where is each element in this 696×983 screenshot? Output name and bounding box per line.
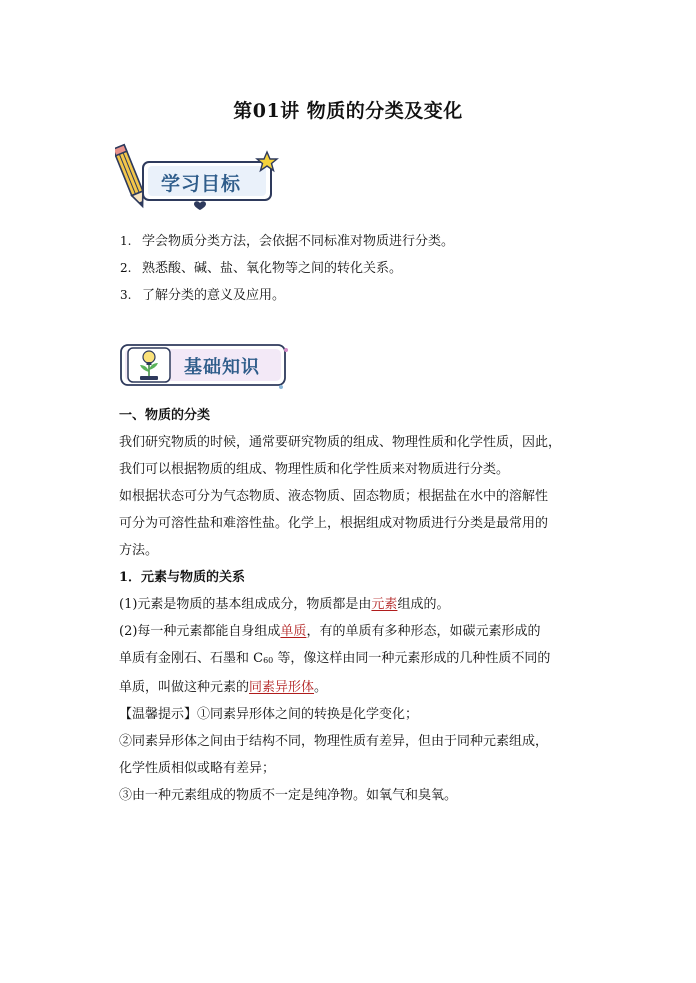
goal-item: 2. 熟悉酸、碱、盐、氧化物等之间的转化关系。 xyxy=(120,261,403,276)
paragraph-line: 我们可以根据物质的组成、物理性质和化学性质来对物质进行分类。 xyxy=(119,462,510,477)
learning-goals-list xyxy=(120,228,454,309)
tip-line: ③由一种元素组成的物质不一定是纯净物。如氧气和臭氧。 xyxy=(119,788,458,803)
goal-item: 3. 了解分类的意义及应用。 xyxy=(120,288,286,303)
point-1: (1)元素是物质的基本组成成分，物质都是由元素组成的。 xyxy=(119,597,450,612)
main-content xyxy=(119,402,589,809)
goal-item: 1. 学会物质分类方法，会依据不同标准对物质进行分类。 xyxy=(120,234,455,249)
paragraph-line: 我们研究物质的时候，通常要研究物质的组成、物理性质和化学性质，因此， xyxy=(119,435,562,450)
tip-line: ②同素异形体之间由于结构不同，物理性质有差异，但由于同种元素组成， xyxy=(119,734,549,749)
learning-goals-badge xyxy=(115,140,285,215)
section-heading: 一、物质的分类 xyxy=(119,408,211,423)
key-term: 单质 xyxy=(280,624,307,639)
tip-line: 化学性质相似或略有差异； xyxy=(119,761,276,776)
subscript: 60 xyxy=(263,656,274,665)
point-2-line: (2)每一种元素都能自身组成单质，有的单质有多种形态，如碳元素形成的 xyxy=(119,624,541,639)
point-2-line: 单质有金刚石、石墨和 $C_{60}$ 等，像这样由同一种元素形成的几种性质不同的 xyxy=(119,651,551,666)
paragraph-line: 如根据状态可分为气态物质、液态物质、固态物质；根据盐在水中的溶解性 xyxy=(119,489,549,504)
learning-goals-label: 学习目标 xyxy=(161,173,242,195)
point-2-line: 单质，叫做这种元素的同素异形体。 xyxy=(119,680,328,695)
basic-knowledge-label: 基础知识 xyxy=(184,357,260,378)
tip-line: 【温馨提示】①同素异形体之间的转换是化学变化； xyxy=(119,707,419,722)
basic-knowledge-badge xyxy=(118,340,290,390)
paragraph-line: 可分为可溶性盐和难溶性盐。化学上，根据组成对物质进行分类是最常用的 xyxy=(119,516,549,531)
key-term: 同素异形体 xyxy=(249,680,315,695)
subsection-heading: 1．元素与物质的关系 xyxy=(119,570,246,585)
key-term: 元素 xyxy=(371,597,398,612)
paragraph-line: 方法。 xyxy=(119,543,159,558)
page-title: 第01讲 物质的分类及变化 xyxy=(233,100,463,122)
